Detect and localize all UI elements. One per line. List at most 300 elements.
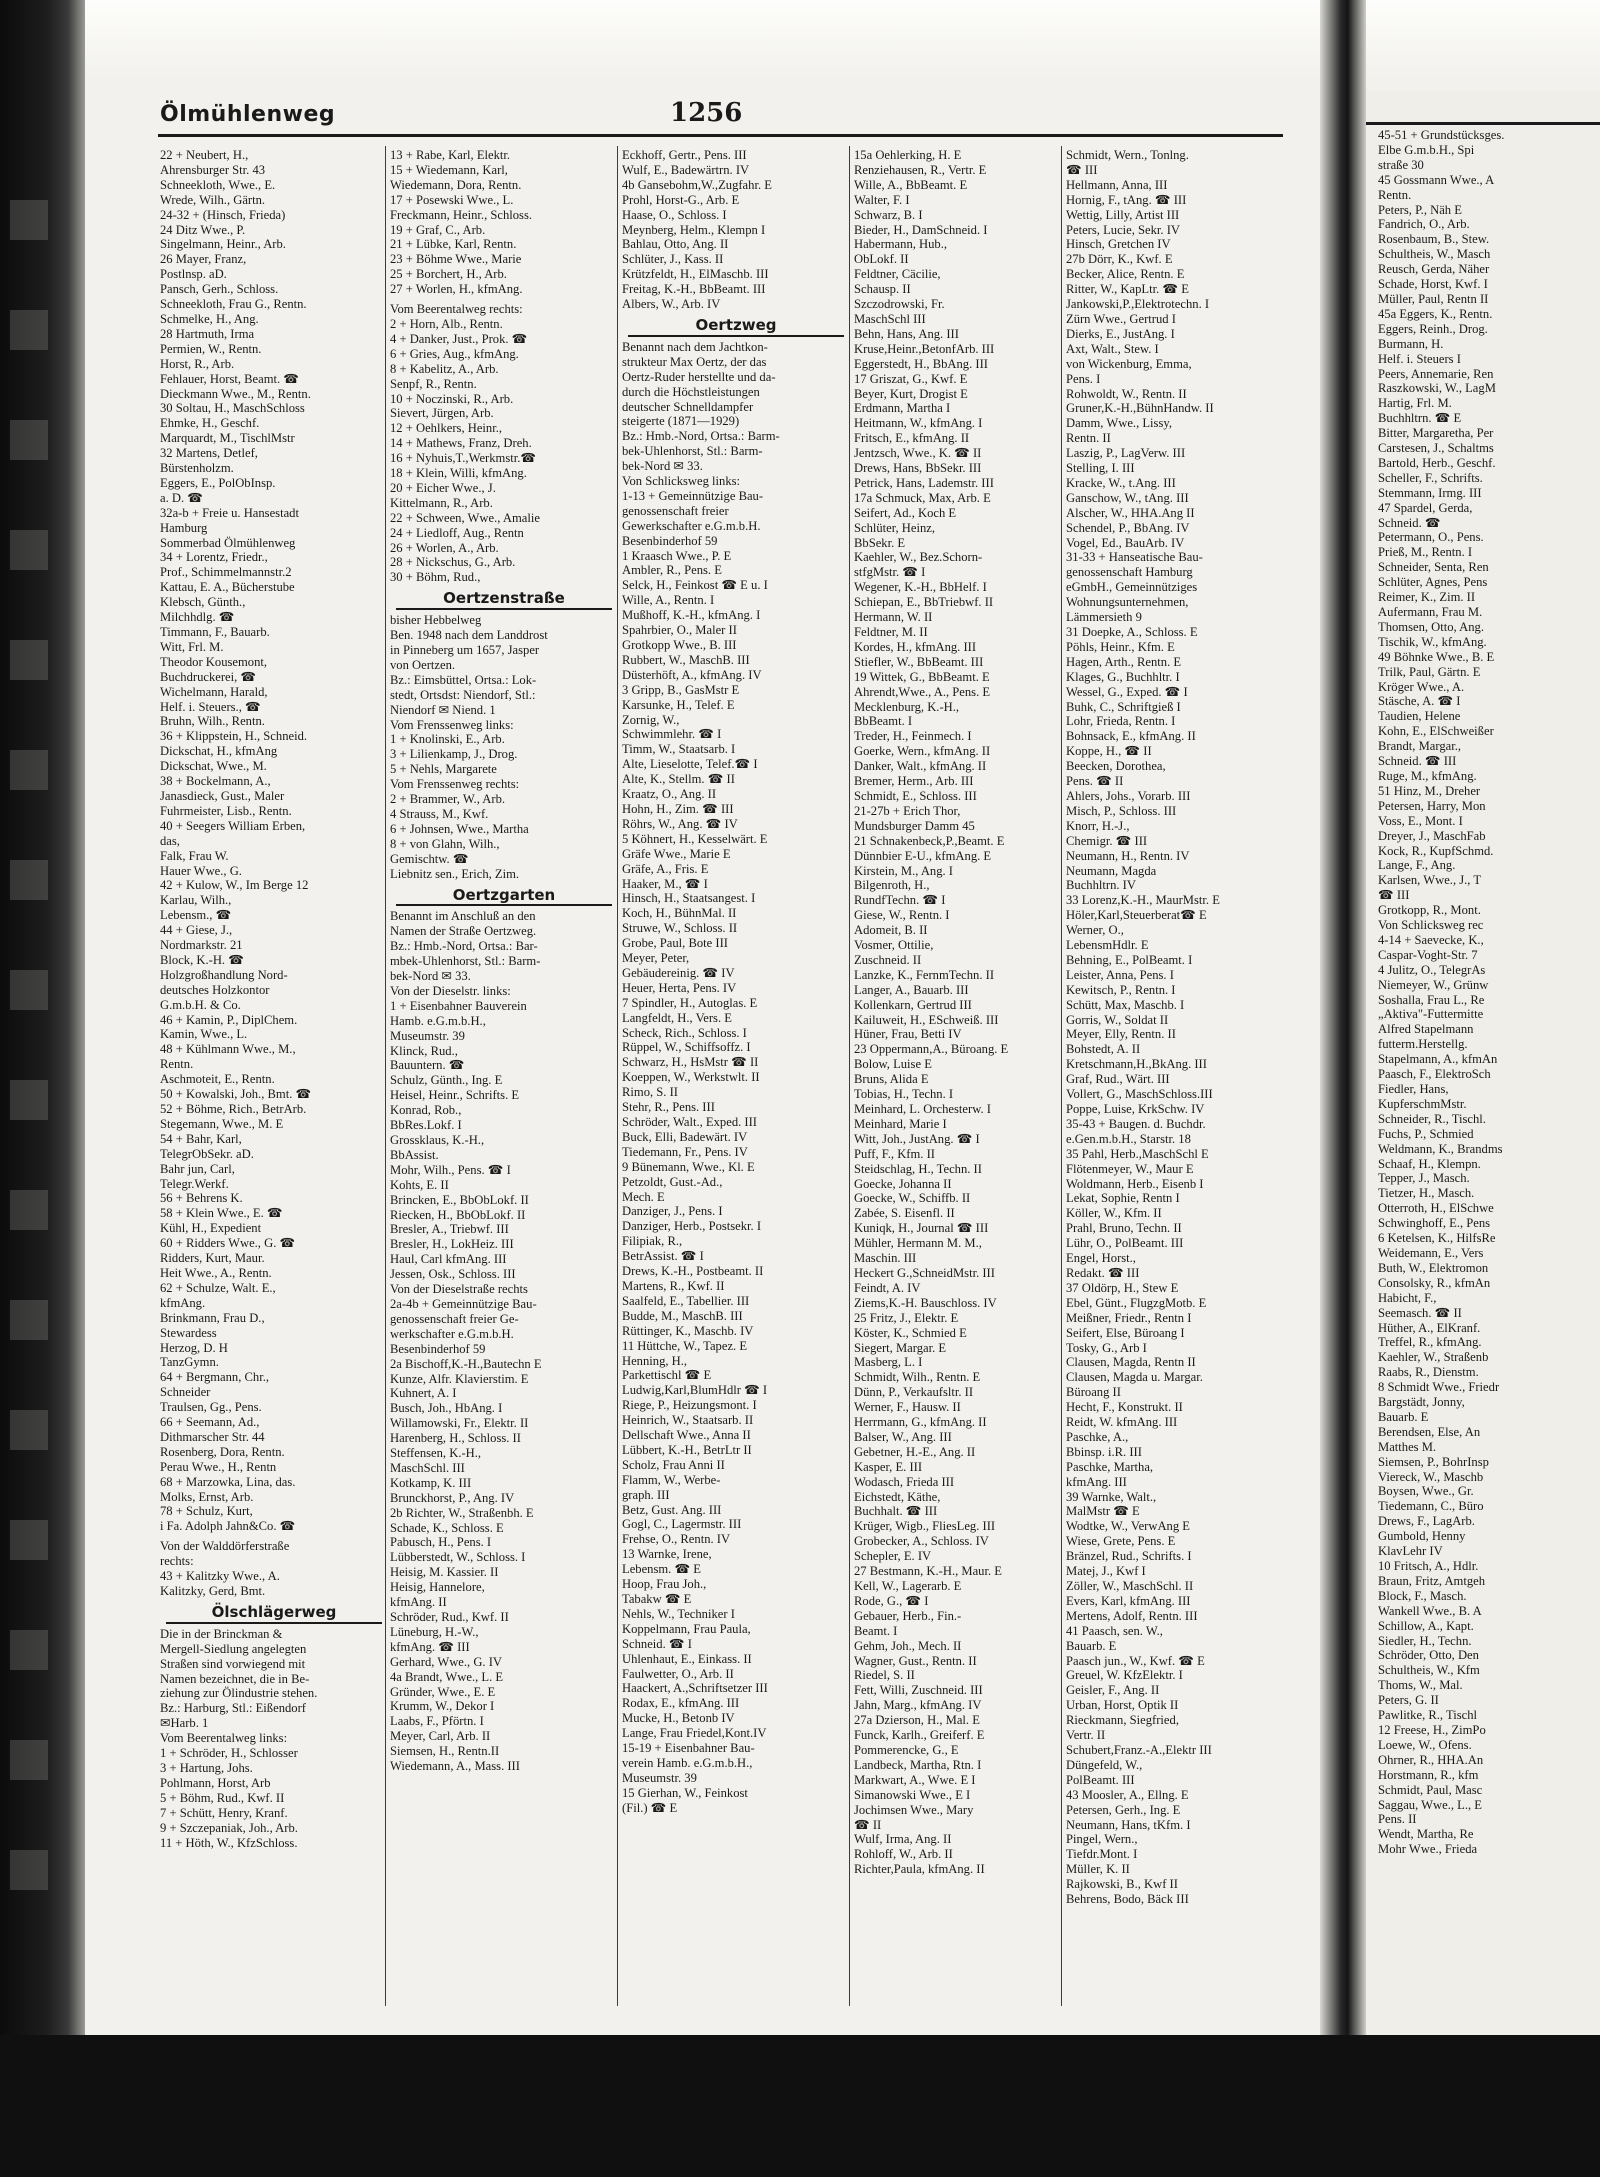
directory-entry-line: Singelmann, Heinr., Arb.	[160, 237, 286, 252]
directory-entry-line: Flamm, W., Werbe-	[622, 1472, 721, 1487]
directory-entry-line: Timm, W., Staatsarb. I	[622, 742, 736, 757]
directory-entry-line: Rüppel, W., Schiffsoffz. I	[622, 1040, 751, 1055]
directory-entry-line: 26 Mayer, Franz,	[160, 252, 247, 267]
book-gutter	[1320, 0, 1366, 2035]
directory-entry-line: Ludwig,Karl,BlumHdlr ☎ I	[622, 1383, 768, 1398]
directory-entry-line: Mundsburger Damm 45	[854, 818, 975, 833]
directory-entry-line: Kuniqk, H., Journal ☎ III	[854, 1221, 989, 1236]
directory-entry-line: Scholz, Frau Anni II	[622, 1457, 725, 1472]
directory-entry-line: Vosmer, Ottilie,	[854, 938, 934, 953]
directory-entry-line: Lange, Frau Friedel,Kont.IV	[622, 1726, 767, 1741]
directory-entry-line: 46 + Kamin, P., DiplChem.	[160, 1012, 298, 1027]
directory-entry-line: Spahrbier, O., Maler II	[622, 623, 737, 638]
directory-entry-line: Mohr Wwe., Frieda	[1378, 1842, 1478, 1857]
directory-entry-line: Mohr, Wilh., Pens. ☎ I	[390, 1162, 511, 1177]
directory-entry-line: Senpf, R., Rentn.	[390, 376, 477, 391]
directory-entry-line: Schmidt, Wern., Tonlng.	[1066, 148, 1189, 162]
directory-entry-line: Lüneburg, H.-W.,	[390, 1624, 479, 1639]
directory-entry-line: Werner, F., Hausw. II	[854, 1400, 961, 1415]
directory-entry-line: Ziems,K.-H. Bauschloss. IV	[854, 1295, 997, 1310]
directory-entry-line: Kordes, H., kfmAng. III	[854, 639, 977, 654]
directory-entry-line: 32 Martens, Detlef,	[160, 446, 258, 461]
directory-entry-line: Mertens, Adolf, Rentn. III	[1066, 1608, 1198, 1623]
directory-entry-line: Paschke, Martha,	[1066, 1459, 1154, 1474]
directory-entry-line: Gemischtw. ☎	[390, 851, 469, 866]
directory-entry-line: Schneid. ☎	[1378, 515, 1441, 530]
directory-entry-line: 30 Soltau, H., MaschSchloss	[160, 401, 305, 416]
directory-entry-line: Danker, Walt., kfmAng. II	[854, 759, 987, 774]
directory-entry-line: 45-51 + Grundstücksges.	[1378, 128, 1505, 142]
directory-entry-line: 21 Schnakenbeck,P.,Beamt. E	[854, 833, 1005, 848]
directory-entry-line: Bartold, Herb., Geschf.	[1378, 455, 1496, 470]
directory-entry-line: Schröder, Otto, Den	[1378, 1648, 1479, 1663]
directory-entry-line: Haackert, A.,Schriftsetzer III	[622, 1681, 768, 1696]
directory-entry-line: eGmbH., Gemeinnütziges	[1066, 580, 1198, 595]
directory-entry-line: Reidt, W. kfmAng. III	[1066, 1415, 1178, 1430]
directory-entry-line: Düsterhöft, A., kfmAng. IV	[622, 667, 762, 682]
directory-entry-line: Ambler, R., Pens. E	[622, 563, 722, 578]
directory-entry-line: Höler,Karl,Steuerberat☎ E	[1066, 908, 1207, 923]
directory-entry-line: 78 + Schulz, Kurt,	[160, 1504, 253, 1519]
directory-entry-line: Rohloff, W., Arb. II	[854, 1847, 953, 1862]
directory-entry-line: Selck, H., Feinkost ☎ E u. I	[622, 578, 768, 593]
directory-entry-line: Kalitzky, Gerd, Bmt.	[160, 1584, 266, 1598]
directory-entry-line: Burmann, H.	[1378, 336, 1444, 351]
directory-entry-line: 51 Hinz, M., Dreher	[1378, 783, 1481, 798]
directory-entry-line: 41 Paasch, sen. W.,	[1066, 1623, 1163, 1638]
directory-entry-line: Hohn, H., Zim. ☎ III	[622, 801, 734, 816]
directory-entry-line: Besenbinderhof 59	[390, 1341, 486, 1356]
directory-entry-line: Tiedemann, C., Büro	[1378, 1499, 1484, 1514]
directory-entry-line: Lohr, Frieda, Rentn. I	[1066, 714, 1176, 729]
directory-entry-line: Peters, Lucie, Sekr. IV	[1066, 222, 1181, 237]
directory-entry-line: 28 + Nickschus, G., Arb.	[390, 555, 516, 570]
directory-entry-line: Bremer, Herm., Arb. III	[854, 774, 974, 789]
directory-entry-line: Masberg, L. I	[854, 1355, 923, 1370]
directory-entry-line: Fett, Willi, Zuschneid. III	[854, 1683, 983, 1698]
directory-entry-line: Scheck, Rich., Schloss. I	[622, 1025, 747, 1040]
directory-entry-line: Misch, P., Schloss. III	[1066, 803, 1177, 818]
directory-entry-line: Bitter, Margaretha, Per	[1378, 426, 1494, 441]
directory-entry-line: 30 + Böhm, Rud.,	[390, 570, 481, 585]
directory-entry-line: Wiese, Grete, Pens. E	[1066, 1534, 1176, 1549]
directory-entry-line: Tabakw ☎ E	[622, 1592, 692, 1606]
directory-entry-line: Vertr. II	[1066, 1728, 1106, 1743]
directory-entry-line: Bränzel, Rud., Schrifts. I	[1066, 1549, 1192, 1564]
directory-entry-line: Goecke, Johanna II	[854, 1176, 952, 1191]
directory-entry-line: Mußhoff, K.-H., kfmAng. I	[622, 608, 761, 623]
directory-entry-line: Gorris, W., Soldat II	[1066, 1012, 1169, 1027]
facing-header-rule	[1366, 122, 1600, 125]
directory-entry-line: Steffensen, K.-H.,	[390, 1446, 482, 1461]
directory-entry-line: Müller, K. II	[1066, 1862, 1130, 1877]
directory-entry-line: 52 + Böhme, Rich., BetrArb.	[160, 1102, 307, 1116]
directory-entry-line: Henning, H.,	[622, 1353, 688, 1368]
directory-entry-line: 1-13 + Gemeinnützige Bau-	[622, 488, 764, 503]
directory-entry-line: Saggau, Wwe., L., E	[1378, 1797, 1482, 1812]
directory-entry-line: Schlüter, Heinz,	[854, 520, 935, 535]
directory-entry-line: Von der Walddörferstraße	[160, 1539, 290, 1554]
directory-entry-line: 49 Böhnke Wwe., B. E	[1378, 649, 1495, 664]
directory-entry-line: Niendorf ✉ Niend. 1	[390, 702, 496, 717]
directory-entry-line: Puff, F., Kfm. II	[854, 1146, 935, 1161]
directory-entry-line: 43 Moosler, A., Ellng. E	[1066, 1787, 1189, 1802]
directory-entry-line: 17a Schmuck, Max, Arb. E	[854, 490, 991, 505]
directory-entry-line: 15 Gierhan, W., Feinkost	[622, 1785, 748, 1800]
directory-entry-line: Taudien, Helene	[1378, 709, 1461, 724]
directory-entry-line: 62 + Schulze, Walt. E.,	[160, 1280, 276, 1295]
directory-entry-line: Schausp. II	[854, 282, 911, 297]
directory-entry-line: Schneider	[160, 1385, 211, 1400]
directory-entry-line: rechts:	[160, 1554, 194, 1569]
header-rule	[158, 134, 1283, 137]
directory-entry-line: Mucke, H., Betonb IV	[622, 1711, 735, 1726]
directory-entry-line: steigerte (1871—1929)	[622, 414, 740, 429]
directory-entry-line: Beamt. I	[854, 1623, 898, 1638]
directory-entry-line: Kröger Wwe., A.	[1378, 679, 1465, 694]
directory-entry-line: Bauuntern. ☎	[390, 1058, 465, 1073]
directory-entry-line: ✉Harb. 1	[160, 1716, 209, 1731]
directory-entry-line: 26 + Worlen, A., Arb.	[390, 540, 499, 555]
directory-entry-line: 2a Bischoff,K.-H.,Bautechn E	[390, 1356, 542, 1371]
page-number: 1256	[670, 98, 743, 128]
directory-entry-line: Behning, E., PolBeamt. I	[1066, 952, 1193, 967]
directory-entry-line: Helf. i. Steuers., ☎	[160, 699, 261, 714]
directory-entry-line: deutscher Schnelldampfer	[622, 399, 754, 414]
directory-entry-line: Rubbert, W., MaschB. III	[622, 652, 750, 667]
directory-entry-line: das,	[160, 833, 180, 848]
running-head-street: Ölmühlenweg	[160, 102, 336, 127]
directory-entry-line: Postlnsp. aD.	[160, 267, 227, 282]
directory-entry-line: 4 + Danker, Just., Prok. ☎	[390, 331, 528, 346]
directory-entry-line: 44 + Giese, J.,	[160, 923, 233, 938]
directory-entry-line: Bürstenholzm.	[160, 461, 234, 476]
directory-entry-line: Ritter, W., KapLtr. ☎ E	[1066, 282, 1189, 297]
directory-entry-line: Drews, F., LagArb.	[1378, 1514, 1475, 1529]
directory-entry-line: Stemmann, Irmg. III	[1378, 485, 1482, 500]
directory-entry-line: Danziger, Herb., Postsekr. I	[622, 1219, 762, 1234]
directory-entry-line: Kirstein, M., Ang. I	[854, 863, 953, 878]
directory-entry-line: 60 + Ridders Wwe., G. ☎	[160, 1236, 296, 1251]
directory-entry-line: Wrede, Wilh., Gärtn.	[160, 192, 266, 207]
directory-entry-line: Becker, Alice, Rentn. E	[1066, 267, 1185, 282]
directory-entry-line: 8 + Kabelitz, A., Arb.	[390, 361, 499, 376]
directory-entry-line: Milchhdlg. ☎	[160, 610, 235, 625]
page-header	[160, 98, 1280, 136]
directory-entry-line: Stäsche, A. ☎ I	[1378, 694, 1461, 709]
directory-entry-line: von Wickenburg, Emma,	[1066, 356, 1192, 371]
directory-entry-line: Brunckhorst, P., Ang. IV	[390, 1490, 515, 1505]
directory-entry-line: Bauarb. E	[1066, 1638, 1117, 1653]
directory-entry-line: Gruner,K.-H.,BühnHandw. II	[1066, 401, 1214, 416]
directory-entry-line: Habermann, Hub.,	[854, 237, 948, 252]
directory-entry-line: Renziehausen, R., Vertr. E	[854, 162, 987, 177]
directory-entry-line: Heckert G.,SchneidMstr. III	[854, 1265, 995, 1280]
directory-entry-line: Krumm, W., Dekor I	[390, 1699, 495, 1714]
directory-entry-line: Grossklaus, K.-H.,	[390, 1133, 485, 1147]
directory-entry-line: Kunze, Alfr. Klavierstim. E	[390, 1371, 529, 1386]
directory-entry-line: Theodor Kousemont,	[160, 654, 268, 669]
facing-page-fragment	[1366, 90, 1600, 2035]
directory-entry-line: 8 Schmidt Wwe., Friedr	[1378, 1380, 1500, 1395]
directory-entry-line: Raabs, R., Dienstm.	[1378, 1365, 1479, 1380]
directory-entry-line: 12 Freese, H., ZimPo	[1378, 1722, 1486, 1737]
directory-entry-line: Dieckmann Wwe., M., Rentn.	[160, 386, 311, 401]
directory-entry-line: 2 + Brammer, W., Arb.	[390, 792, 506, 807]
directory-entry-line: Alfred Stapelmann	[1378, 1022, 1474, 1037]
directory-entry-line: Treffel, R., kfmAng.	[1378, 1335, 1482, 1350]
directory-entry-line: Hamb. e.G.m.b.H.,	[390, 1013, 486, 1028]
directory-entry-line: Alte, Lieselotte, Telef.☎ I	[622, 757, 758, 772]
directory-entry-line: 19 + Graf, C., Arb.	[390, 222, 486, 237]
directory-entry-line: durch die Höchstleistungen	[622, 384, 760, 399]
directory-entry-line: 64 + Bergmann, Chr.,	[160, 1370, 270, 1385]
directory-entry-line: 2b Richter, W., Straßenbh. E	[390, 1505, 534, 1520]
directory-entry-line: Consolsky, R., kfmAn	[1378, 1275, 1491, 1290]
directory-entry-line: Geisler, F., Ang. II	[1066, 1683, 1160, 1698]
directory-entry-line: 6 Ketelsen, K., HilfsRe	[1378, 1231, 1496, 1246]
directory-entry-line: 9 + Szczepaniak, Joh., Arb.	[160, 1820, 298, 1835]
directory-entry-line: Struwe, W., Schloss. II	[622, 921, 738, 936]
directory-entry-line: Janasdieck, Gust., Maler	[160, 788, 285, 803]
directory-entry-line: Wiedemann, A., Mass. III	[390, 1759, 520, 1774]
directory-entry-line: Kollenkarn, Gertrud III	[854, 997, 972, 1012]
directory-entry-line: Pansch, Gerh., Schloss.	[160, 282, 279, 297]
directory-entry-line: Paasch jun., W., Kwf. ☎ E	[1066, 1653, 1205, 1668]
directory-entry-line: Benannt im Anschluß an den	[390, 909, 536, 924]
directory-entry-line: Bahr jun, Carl,	[160, 1161, 235, 1176]
directory-entry-line: Schlüter, J., Kass. II	[622, 252, 724, 267]
directory-entry-line: Axt, Walt., Stew. I	[1066, 341, 1159, 356]
directory-entry-line: Schade, Horst, Kwf. I	[1378, 277, 1488, 292]
directory-entry-line: Gogl, C., Lagermstr. III	[622, 1517, 742, 1532]
directory-entry-line: 20 + Eicher Wwe., J.	[390, 480, 496, 495]
directory-entry-line: Weldmann, K., Brandms	[1378, 1141, 1503, 1156]
directory-entry-line: Lanzke, K., FernmTechn. II	[854, 967, 995, 982]
directory-entry-line: Kailuweit, H., ESchweiß. III	[854, 1012, 999, 1027]
directory-entry-line: Peters, P., Näh E	[1378, 202, 1462, 217]
directory-entry-line: Treder, H., Feinmech. I	[854, 729, 972, 744]
directory-entry-line: Fuchs, P., Schmied	[1378, 1126, 1474, 1141]
directory-entry-line: Köller, W., Kfm. II	[1066, 1206, 1162, 1221]
directory-entry-line: 7 Spindler, H., Autoglas. E	[622, 995, 758, 1010]
directory-entry-line: Wichelmann, Harald,	[160, 684, 268, 699]
directory-entry-line: Karsunke, H., Telef. E	[622, 697, 735, 712]
directory-entry-line: Seifert, Ad., Koch E	[854, 505, 957, 520]
directory-entry-line: 12 + Oehlkers, Heinr.,	[390, 421, 503, 436]
directory-entry-line: Krützfeldt, H., ElMaschb. III	[622, 267, 769, 282]
directory-entry-line: Rentn. II	[1066, 431, 1111, 446]
directory-entry-line: Dithmarscher Str. 44	[160, 1429, 265, 1444]
directory-entry-line: 36 + Klippstein, H., Schneid.	[160, 729, 308, 744]
directory-entry-line: Buchhalt. ☎ III	[854, 1504, 938, 1519]
directory-entry-line: Heisel, Heinr., Schrifts. E	[390, 1088, 520, 1103]
directory-entry-line: Die in der Brinckman &	[160, 1626, 283, 1641]
directory-entry-line: Langer, A., Bauarb. III	[854, 982, 969, 997]
directory-entry-line: Wille, A., Rentn. I	[622, 593, 715, 608]
directory-entry-line: 14 + Mathews, Franz, Dreh.	[390, 436, 532, 451]
directory-entry-line: Schneid. ☎ III	[1378, 754, 1457, 769]
directory-entry-line: Düngefeld, W.,	[1066, 1757, 1143, 1772]
directory-entry-line: Meinhard, L. Orchesterw. I	[854, 1102, 991, 1116]
street-section-heading: Ölschlägerweg	[166, 1605, 382, 1624]
directory-entry-line: RundfTechn. ☎ I	[854, 893, 946, 908]
directory-entry-line: Schmelke, H., Ang.	[160, 311, 259, 326]
directory-entry-line: Jankowski,P.,Elektrotechn. I	[1066, 297, 1210, 312]
directory-entry-line: Reusch, Gerda, Näher	[1378, 262, 1490, 277]
directory-entry-line: genossenschaft Hamburg	[1066, 565, 1193, 580]
directory-entry-line: Schmidt, E., Schloss. III	[854, 788, 977, 803]
directory-entry-line: Rodax, E., kfmAng. III	[622, 1696, 740, 1711]
directory-entry-line: Rosenbaum, B., Stew.	[1378, 232, 1490, 247]
directory-entry-line: Schultheis, W., Kfm	[1378, 1663, 1480, 1678]
directory-entry-line: Faulwetter, O., Arb. II	[622, 1666, 734, 1681]
directory-entry-line: Stewardess	[160, 1325, 217, 1340]
directory-entry-line: Funck, Karlh., Greiferf. E	[854, 1728, 985, 1743]
directory-entry-line: Lühr, O., PolBeamt. III	[1066, 1236, 1184, 1251]
directory-entry-line: Wiedemann, Dora, Rentn.	[390, 177, 522, 192]
directory-entry-line: Karlsen, Wwe., J., T	[1378, 873, 1482, 888]
directory-entry-line: Vom Beerentalweg rechts:	[390, 302, 523, 317]
directory-entry-line: graph. III	[622, 1487, 670, 1502]
directory-entry-line: 18 + Klein, Willi, kfmAng.	[390, 466, 527, 481]
directory-entry-line: Fehlauer, Horst, Beamt. ☎	[160, 371, 299, 386]
directory-entry-line: Hornig, F., tAng. ☎ III	[1066, 192, 1187, 207]
directory-entry-line: Jessen, Osk., Schloss. III	[390, 1267, 516, 1282]
directory-entry-line: Prof., Schimmelmannstr.2	[160, 565, 292, 580]
directory-entry-line: Buchhltrn. ☎ E	[1378, 411, 1462, 426]
directory-entry-line: MalMstr ☎ E	[1066, 1504, 1140, 1519]
directory-entry-line: Pingel, Wern.,	[1066, 1832, 1138, 1847]
facing-column	[1378, 128, 1600, 1857]
directory-entry-line: ObLokf. II	[854, 252, 909, 267]
directory-entry-line: e.Gen.m.b.H., Starstr. 18	[1066, 1131, 1191, 1146]
directory-entry-line: Klebsch, Günth.,	[160, 595, 246, 610]
directory-entry-line: Meißner, Friedr., Rentn I	[1066, 1310, 1192, 1325]
directory-entry-line: Kohn, E., ElSchweißer	[1378, 724, 1494, 739]
directory-entry-line: Feldtner, M. II	[854, 625, 928, 639]
directory-entry-line: Heit Wwe., A., Rentn.	[160, 1265, 272, 1280]
directory-entry-line: Drews, Hans, BbSekr. III	[854, 461, 982, 476]
directory-entry-line: KlavLehr IV	[1378, 1544, 1443, 1559]
directory-entry-line: PolBeamt. III	[1066, 1772, 1135, 1787]
directory-page	[150, 90, 1290, 2020]
directory-entry-line: 10 Fritsch, A., Hdlr.	[1378, 1559, 1479, 1573]
directory-entry-line: Wendt, Martha, Re	[1378, 1827, 1474, 1842]
directory-entry-line: 6 + Johnsen, Wwe., Martha	[390, 821, 529, 836]
directory-entry-line: Petersen, Gerh., Ing. E	[1066, 1802, 1181, 1817]
directory-entry-line: Molks, Ernst, Arb.	[160, 1489, 254, 1504]
directory-entry-line: 17 + Posewski Wwe., L.	[390, 192, 514, 207]
directory-entry-line: Frehse, O., Rentn. IV	[622, 1532, 731, 1547]
directory-entry-line: Paasch, F., ElektroSch	[1378, 1067, 1491, 1082]
directory-entry-line: Tiedemann, Fr., Pens. IV	[622, 1144, 748, 1159]
directory-entry-line: Meyer, Elly, Rentn. II	[1066, 1027, 1176, 1042]
directory-entry-line: Schulz, Günth., Ing. E	[390, 1073, 503, 1088]
directory-entry-line: 2 + Horn, Alb., Rentn.	[390, 316, 503, 331]
directory-entry-line: Haaker, M., ☎ I	[622, 876, 708, 891]
directory-entry-line: Neumann, Hans, tKfm. I	[1066, 1817, 1191, 1832]
directory-entry-line: Kewitsch, P., Rentn. I	[1066, 982, 1176, 997]
directory-entry-line: 5 Köhnert, H., Kesselwärt. E	[622, 831, 768, 846]
directory-entry-line: Szczodrowski, Fr.	[854, 297, 945, 312]
directory-entry-line: 3 + Lilienkamp, J., Drog.	[390, 747, 518, 762]
directory-entry-line: Müller, Paul, Rentn II	[1378, 291, 1489, 306]
directory-entry-line: Bz.: Hmb.-Nord, Ortsa.: Bar-	[390, 939, 538, 954]
directory-entry-line: kfmAng. II	[390, 1595, 447, 1610]
directory-entry-line: Eggers, E., PolObInsp.	[160, 475, 276, 490]
directory-entry-line: Albers, W., Arb. IV	[622, 297, 721, 312]
directory-entry-line: Riedel, S. II	[854, 1668, 915, 1683]
directory-entry-line: LebensmHdlr. E	[1066, 938, 1149, 953]
directory-entry-line: Pens. II	[1378, 1812, 1417, 1827]
directory-entry-line: Ohrner, R., HHA.An	[1378, 1752, 1484, 1767]
directory-entry-line: Bruns, Alida E	[854, 1072, 929, 1087]
directory-entry-line: Witt, Joh., JustAng. ☎ I	[854, 1131, 980, 1146]
directory-entry-line: Wodasch, Frieda III	[854, 1474, 955, 1489]
directory-entry-line: Jahn, Marg., kfmAng. IV	[854, 1698, 982, 1713]
directory-entry-line: Schwarz, B. I	[854, 207, 923, 222]
directory-entry-line: Fandrich, O., Arb.	[1378, 217, 1470, 232]
directory-entry-line: Landbeck, Martha, Rtn. I	[854, 1757, 982, 1772]
directory-entry-line: Witt, Frl. M.	[160, 639, 224, 654]
directory-entry-line: Dreyer, J., MaschFab	[1378, 828, 1486, 843]
scan-top-margin	[85, 0, 1600, 78]
directory-entry-line: 3 + Hartung, Johs.	[160, 1760, 253, 1775]
directory-entry-line: Mecklenburg, K.-H.,	[854, 699, 960, 714]
directory-entry-line: Hinsch, Gretchen IV	[1066, 237, 1171, 252]
directory-entry-line: Freitag, K.-H., BbBeamt. III	[622, 282, 766, 297]
directory-entry-line: Grotkopp Wwe., B. III	[622, 638, 737, 652]
directory-entry-line: Parkettischl ☎ E	[622, 1368, 712, 1383]
directory-entry-line: 68 + Marzowka, Lina, das.	[160, 1474, 296, 1489]
directory-entry-line: Neumann, Magda	[1066, 863, 1157, 878]
directory-entry-line: 9 Bünemann, Wwe., Kl. E	[622, 1159, 755, 1174]
directory-entry-line: Busch, Joh., HbAng. I	[390, 1401, 503, 1416]
directory-entry-line: 31 Doepke, A., Schloss. E	[1066, 625, 1198, 639]
directory-entry-line: 4 Julitz, O., TelegrAs	[1378, 962, 1486, 977]
directory-entry-line: Brandt, Margar.,	[1378, 739, 1462, 754]
directory-entry-line: Prohl, Horst-G., Arb. E	[622, 192, 740, 207]
directory-entry-line: Alte, K., Stellm. ☎ II	[622, 772, 735, 787]
directory-entry-line: Marquardt, M., TischlMstr	[160, 431, 295, 446]
directory-entry-line: Alscher, W., HHA.Ang II	[1066, 505, 1195, 520]
directory-entry-line: Buchdruckerei, ☎	[160, 669, 257, 684]
directory-entry-line: Wille, A., BbBeamt. E	[854, 177, 968, 192]
directory-entry-line: TanzGymn.	[160, 1355, 219, 1370]
directory-entry-line: Lebensm., ☎	[160, 908, 232, 923]
directory-entry-line: 47 Spardel, Gerda,	[1378, 500, 1473, 515]
directory-entry-line: Telegr.Werkf.	[160, 1176, 229, 1191]
directory-entry-line: Mech. E	[622, 1189, 665, 1204]
directory-entry-line: Heitmann, W., kfmAng. I	[854, 416, 983, 431]
directory-entry-line: Eichstedt, Käthe,	[854, 1489, 941, 1504]
directory-entry-line: 13 + Rabe, Karl, Elektr.	[390, 148, 511, 162]
directory-entry-line: Herzog, D. H	[160, 1340, 228, 1355]
directory-entry-line: Thomsen, Otto, Ang.	[1378, 619, 1484, 634]
directory-entry-line: 39 Warnke, Walt.,	[1066, 1489, 1157, 1504]
directory-entry-line: Filipiak, R.,	[622, 1234, 683, 1249]
directory-entry-line: Museumstr. 39	[622, 1770, 697, 1785]
directory-entry-line: Rentn.	[160, 1057, 194, 1072]
directory-entry-line: Riecken, H., BbObLokf. II	[390, 1207, 526, 1222]
directory-entry-line: Tischik, W., kfmAng.	[1378, 634, 1487, 649]
directory-entry-line: 15-19 + Eisenbahner Bau-	[622, 1741, 755, 1756]
directory-entry-line: kfmAng.	[160, 1295, 206, 1310]
directory-entry-line: 5 + Nehls, Margarete	[390, 762, 497, 777]
directory-entry-line: Raszkowski, W., LagM	[1378, 381, 1496, 396]
directory-entry-line: Perau Wwe., H., Rentn	[160, 1459, 277, 1474]
